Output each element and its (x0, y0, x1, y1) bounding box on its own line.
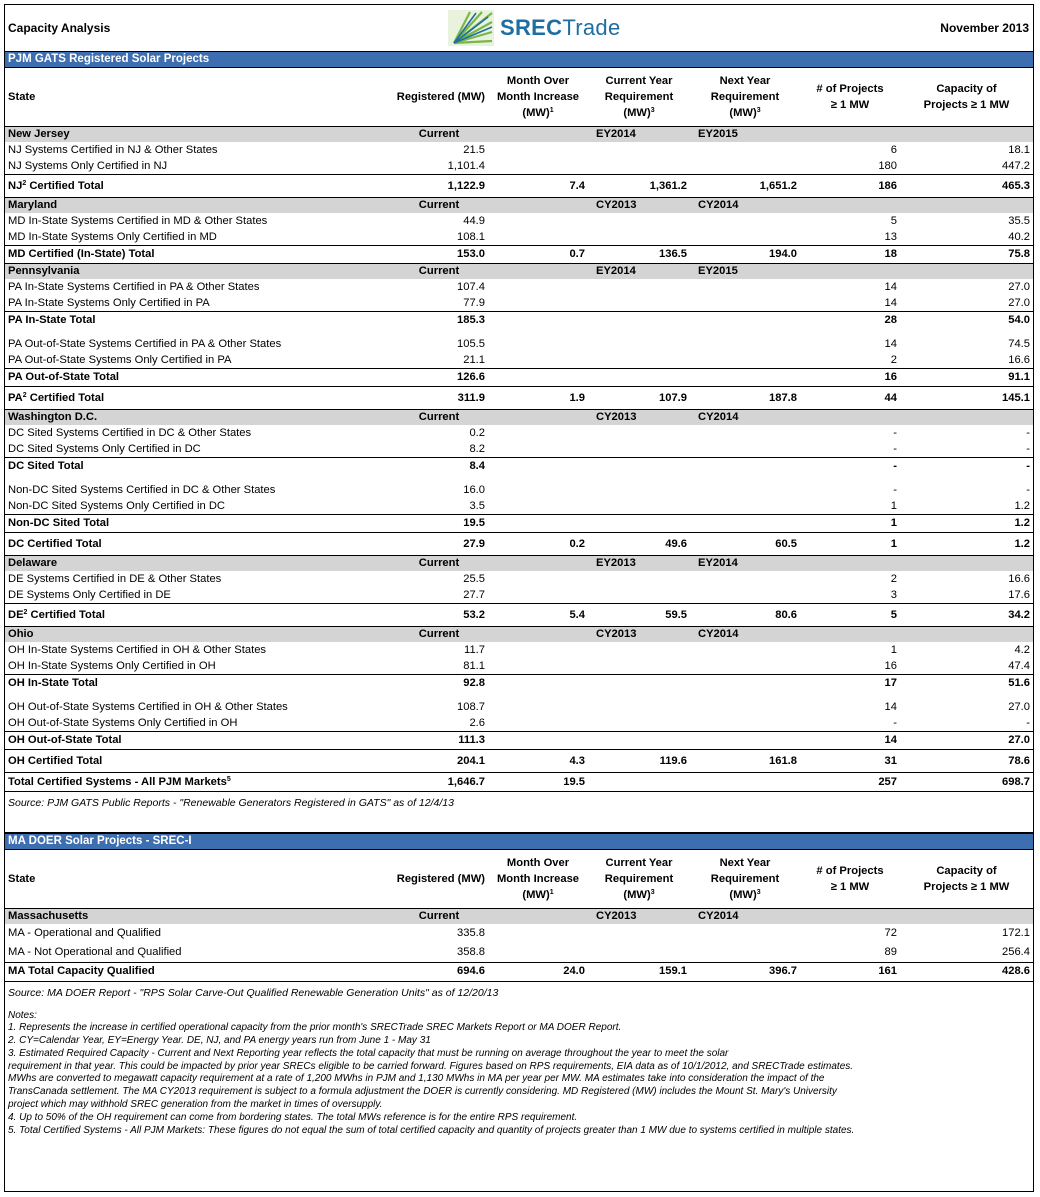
srectrade-logo (448, 9, 620, 47)
oh-in-state-total-row: OH In-State Total 92.8 17 51.6 (5, 675, 1033, 693)
report-title: Capacity Analysis (8, 21, 111, 35)
table-row: DE Systems Only Certified in DE 27.7 3 17.6 (8, 588, 1030, 601)
logo-wordmark: SRECTrade (500, 15, 621, 40)
table-row: OH In-State Systems Only Certified in OH 81.1 16 47.4 (8, 659, 1030, 672)
dc-sited-total-row: DC Sited Total 8.4 - - (5, 458, 1033, 476)
md-total-row: MD Certified (In-State) Total 153.0 0.7 136.5 194.0 18 75.8 (5, 246, 1033, 264)
col-current-req: Current Year Requirement (MW)$^3$ (588, 68, 690, 127)
note-line: 3. Estimated Required Capacity - Current and Next Reporting year reflects the total capacity that must be running on average throughout the year to meet the solar (8, 1047, 729, 1059)
table-row: PA Out-of-State Systems Certified in PA & Other States 105.5 14 74.5 (8, 337, 1030, 350)
pa-in-state-total-row: PA In-State Total 185.3 28 54.0 (5, 312, 1033, 330)
state-row-md: Maryland Current CY2013 CY2014 (5, 198, 1033, 214)
notes-block (5, 1004, 1033, 1138)
col-projects: # of Projects ≥ 1 MW (800, 68, 900, 127)
oh-out-of-state-total-row: OH Out-of-State Total 111.3 14 27.0 (5, 732, 1033, 750)
de-total-row: $DE^2$ Certified Total 53.2 5.4 59.5 80.6 5 34.2 (5, 604, 1033, 627)
state-row-oh: Ohio Current CY2013 CY2014 (5, 627, 1033, 643)
ma-source-note: Source: MA DOER Report - "RPS Solar Carve-Out Qualified Renewable Generation Units" as of 12/20/13 (8, 986, 499, 999)
pjm-section-title: PJM GATS Registered Solar Projects (5, 51, 1033, 68)
ma-table (5, 850, 1033, 982)
table-row: MD In-State Systems Only Certified in MD 108.1 13 40.2 (8, 230, 1030, 243)
col-registered: Registered (MW) (390, 68, 488, 127)
ma-total-row: MA Total Capacity Qualified 694.6 24.0 159.1 396.7 161 428.6 (5, 962, 1033, 981)
table-row: OH Out-of-State Systems Only Certified in OH 2.6 - - (8, 716, 1030, 729)
note-line: 5. Total Certified Systems - All PJM Markets: These figures do not equal the sum of total certified capacity and quantity of projects greater than 1 MW due to systems certified in multiple states. (8, 1124, 855, 1136)
table-row: MA - Not Operational and Qualified 358.8 89 256.4 (8, 945, 1030, 958)
report-page (4, 4, 1034, 1192)
nj-total-row: $NJ^2$ Certified Total 1,122.9 7.4 1,361.2 1,651.2 186 465.3 (5, 175, 1033, 198)
note-line: MWhs are converted to megawatt capacity requirement at a rate of 1,200 MWhs in PJM and 1,130 MWhs in MA per year per MW. MA estimates take into consideration the impact of the (8, 1073, 825, 1085)
oh-total-row: OH Certified Total 204.1 4.3 119.6 161.8 31 78.6 (5, 750, 1033, 773)
col-state: State (5, 68, 390, 127)
table-row: DC Sited Systems Certified in DC & Other States 0.2 - - (8, 426, 1030, 439)
note-line: 2. CY=Calendar Year, EY=Energy Year. DE, NJ, and PA energy years run from June 1 - May 31 (8, 1035, 431, 1047)
note-line: 1. Represents the increase in certified operational capacity from the prior month's SRECTrade SREC Markets Report or MA DOER Report. (8, 1022, 622, 1034)
column-header-row: State Registered (MW) Month Over Month Increase (MW)$^1$ Current Year Requirement (MW)$^3$ Next Year Requirement (MW)$^3$ # of Projects ≥ 1 MW Capacity of Projects ≥ 1 MW (5, 850, 1033, 909)
table-row: Non-DC Sited Systems Certified in DC & Other States 16.0 - - (8, 483, 1030, 496)
note-line: project which may withhold SREC generation from the market in times of oversupply. (8, 1099, 383, 1111)
state-row-ma: Massachusetts Current CY2013 CY2014 (5, 909, 1033, 925)
state-row-pa: Pennsylvania Current EY2014 EY2015 (5, 264, 1033, 280)
table-row: PA In-State Systems Certified in PA & Other States 107.4 14 27.0 (8, 280, 1030, 293)
report-header (5, 5, 1033, 51)
table-row: MA - Operational and Qualified 335.8 72 172.1 (8, 927, 1030, 939)
notes-title: Notes: (8, 1009, 37, 1021)
table-row: PA Out-of-State Systems Only Certified in PA 21.1 2 16.6 (8, 353, 1030, 366)
pjm-table (5, 68, 1033, 792)
table-row: OH Out-of-State Systems Certified in OH & Other States 108.7 14 27.0 (8, 700, 1030, 713)
pa-out-of-state-total-row: PA Out-of-State Total 126.6 16 91.1 (5, 369, 1033, 387)
table-row: MD In-State Systems Certified in MD & Other States 44.9 5 35.5 (8, 214, 1030, 227)
state-row-de: Delaware Current EY2013 EY2014 (5, 556, 1033, 572)
table-row: DE Systems Certified in DE & Other States 25.5 2 16.6 (8, 572, 1030, 585)
pa-total-row: $PA^2$ Certified Total 311.9 1.9 107.9 187.8 44 145.1 (5, 387, 1033, 410)
note-line: requirement in that year. This could be impacted by prior year SRECs eligible to be carried forward. Figures based on RPS requirements, EIA data as of 10/1/2012, and SRECTrade estimates. (8, 1060, 854, 1072)
ma-section-title: MA DOER Solar Projects - SREC-I (5, 833, 1033, 850)
non-dc-sited-total-row: Non-DC Sited Total 19.5 1 1.2 (5, 515, 1033, 533)
col-capacity: Capacity of Projects ≥ 1 MW (900, 68, 1033, 127)
column-header-row (5, 68, 1033, 127)
sun-burst-icon (448, 10, 494, 46)
state-row-nj: New Jersey Current EY2014 EY2015 (5, 127, 1033, 143)
table-row: NJ Systems Certified in NJ & Other States 21.5 6 18.1 (8, 143, 1030, 156)
col-mom: Month Over Month Increase (MW)$^1$ (488, 68, 588, 127)
grand-total-row: Total Certified Systems - All PJM Markets$^5$ 1,646.7 19.5 257 698.7 (5, 773, 1033, 792)
table-row: PA In-State Systems Only Certified in PA 77.9 14 27.0 (8, 296, 1030, 309)
note-line: TransCanada settlement. The MA CY2013 requirement is subject to a formula adjustment the DOER is currently considering. MD Registered (MW) includes the Mount St. Mary's University (8, 1086, 837, 1098)
state-row-dc: Washington D.C. Current CY2013 CY2014 (5, 410, 1033, 426)
table-row: DC Sited Systems Only Certified in DC 8.2 - - (8, 442, 1030, 455)
pjm-source-note: Source: PJM GATS Public Reports - "Renewable Generators Registered in GATS" as of 12/4/13 (8, 797, 454, 809)
dc-total-row: DC Certified Total 27.9 0.2 49.6 60.5 1 1.2 (5, 533, 1033, 556)
col-next-req: Next Year Requirement (MW)$^3$ (690, 68, 800, 127)
table-row: NJ Systems Only Certified in NJ 1,101.4 180 447.2 (8, 159, 1030, 172)
report-date: November 2013 (940, 21, 1029, 35)
table-row: Non-DC Sited Systems Only Certified in DC 3.5 1 1.2 (8, 499, 1030, 512)
note-line: 4. Up to 50% of the OH requirement can come from bordering states. The total MWs reference is for the entire RPS requirement. (8, 1111, 578, 1123)
table-row: OH In-State Systems Certified in OH & Other States 11.7 1 4.2 (8, 643, 1030, 656)
